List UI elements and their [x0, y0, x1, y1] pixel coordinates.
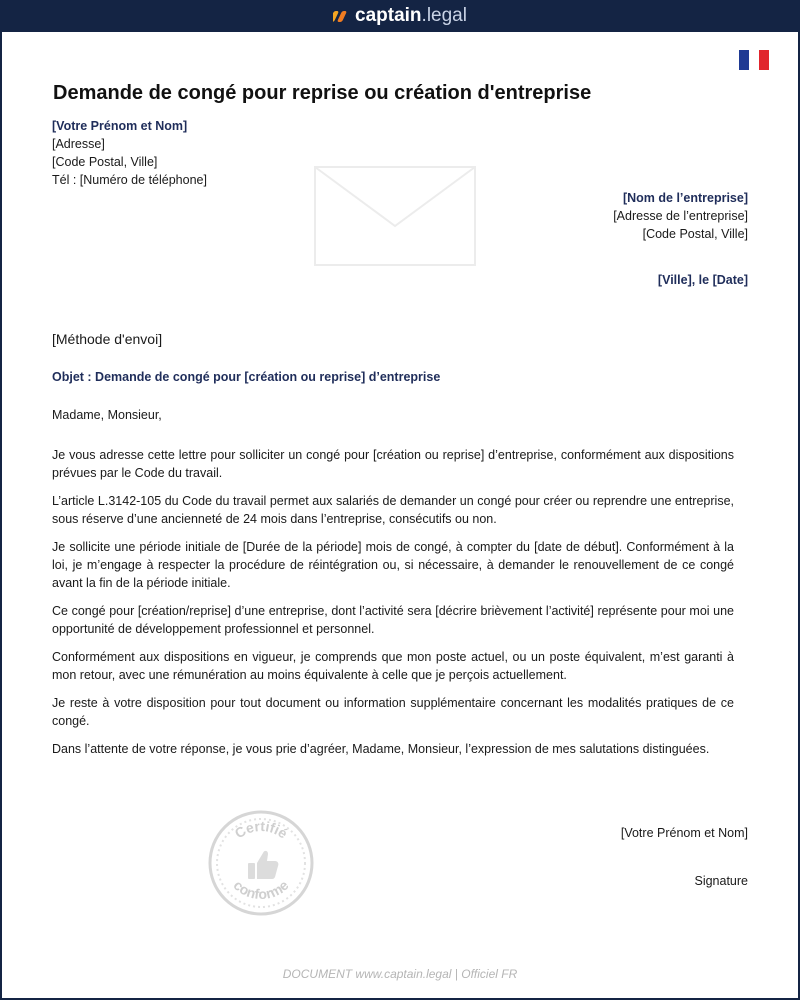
letter-body	[52, 446, 734, 768]
brand-name-light: .legal	[421, 5, 467, 26]
sender-phone: Tél : [Numéro de téléphone]	[52, 173, 207, 187]
body-paragraph: Je sollicite une période initiale de [Durée de la période] mois de congé, à compter du [date de début]. Conformément à la loi, je m’engage à respecter la procédure de réintégration ou, si nécessaire, à demander le renouvellement de ce congé avant la fin de la période initiale.	[52, 540, 734, 590]
closing-name: [Votre Prénom et Nom]	[620, 826, 748, 840]
body-paragraph: L’article L.3142-105 du Code du travail permet aux salariés de demander un congé pour créer ou reprendre une entreprise, sous réserve d’une ancienneté de 24 mois dans l’entreprise, consécutifs ou non.	[52, 494, 734, 526]
stamp-text-top: Certifié	[231, 817, 291, 842]
document-title: Demande de congé pour reprise ou création d'entreprise	[53, 82, 592, 104]
stamp-text-bottom: conforme	[230, 876, 292, 903]
sending-method: [Méthode d'envoi]	[52, 331, 163, 347]
sender-address: [Adresse]	[52, 137, 105, 151]
body-paragraph: Je reste à votre disposition pour tout document ou information supplémentaire concernant les modalités pratiques de ce congé.	[52, 696, 734, 728]
flag-stripe-white	[749, 50, 759, 70]
body-paragraph: Je vous adresse cette lettre pour solliciter un congé pour [création ou reprise] d’entreprise, conformément aux dispositions prévues par le Code du travail.	[52, 448, 734, 480]
recipient-postal: [Code Postal, Ville]	[642, 227, 748, 241]
envelope-watermark-icon	[314, 166, 476, 266]
sender-block	[52, 117, 207, 189]
recipient-address: [Adresse de l’entreprise]	[613, 209, 748, 223]
footer-watermark: DOCUMENT www.captain.legal | Officiel FR	[282, 967, 518, 981]
flag-stripe-blue	[739, 50, 749, 70]
date-line: [Ville], le [Date]	[657, 273, 748, 287]
sender-postal: [Code Postal, Ville]	[52, 155, 158, 169]
flag-stripe-red	[759, 50, 769, 70]
body-paragraph: Dans l’attente de votre réponse, je vous prie d’agréer, Madame, Monsieur, l’expression de mes salutations distinguées.	[52, 742, 710, 756]
body-paragraph: Conformément aux dispositions en vigueur, je comprends que mon poste actuel, ou un poste équivalent, m’est garanti à mon retour, avec une rémunération au moins équivalente à celle que je perçois actuellement.	[52, 650, 734, 682]
recipient-name: [Nom de l’entreprise]	[622, 191, 748, 205]
sender-name: [Votre Prénom et Nom]	[52, 119, 188, 133]
certified-stamp-icon	[207, 809, 315, 917]
thumbs-up-icon	[248, 851, 278, 879]
letter-object: Objet : Demande de congé pour [création ou reprise] d’entreprise	[52, 370, 441, 384]
svg-text:Certifié	[232, 818, 291, 842]
recipient-block	[613, 189, 748, 243]
svg-text:conforme	[231, 877, 292, 902]
top-bar	[0, 0, 800, 32]
france-flag-icon[interactable]	[739, 50, 769, 70]
signature-label: Signature	[694, 874, 748, 888]
brand-logo[interactable]	[0, 4, 800, 28]
body-paragraph: Ce congé pour [création/reprise] d’une entreprise, dont l’activité sera [décrire brièvement l’activité] représente pour moi une opportunité de développement professionnel et personnel.	[52, 604, 734, 636]
brand-mark-icon	[333, 9, 351, 23]
brand-name-bold: captain	[355, 5, 422, 26]
salutation: Madame, Monsieur,	[52, 408, 162, 422]
